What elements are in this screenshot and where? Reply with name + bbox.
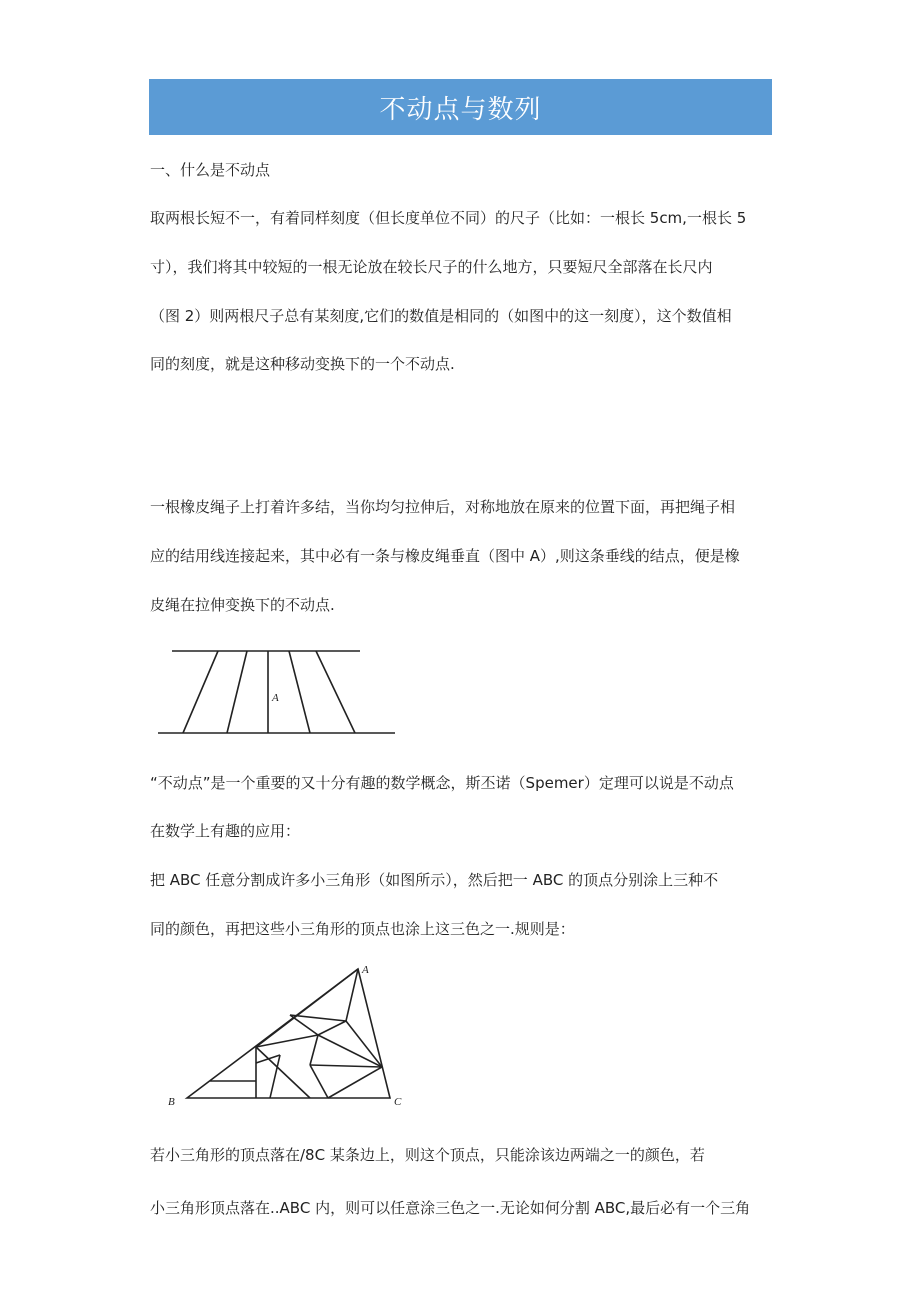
inner-line-4	[256, 1035, 318, 1047]
connector-line-1	[183, 651, 218, 733]
label-b: B	[168, 1096, 175, 1108]
paragraph1-line4: 同的刻度，就是这种移动变换下的一个不动点.	[150, 355, 455, 373]
paragraph5-line1: 若小三角形的顶点落在/8C 某条边上，则这个顶点，只能涂该边两端之一的颜色，若	[150, 1146, 705, 1164]
connector-line-2	[227, 651, 247, 733]
connector-line-4	[316, 651, 355, 733]
paragraph2-line1: 一根橡皮绳子上打着许多结，当你均匀拉伸后，对称地放在原来的位置下面，再把绳子相	[150, 498, 736, 516]
paragraph3-line1: “不动点”是一个重要的又十分有趣的数学概念，斯丕诺（Spemer）定理可以说是不动点	[150, 774, 734, 792]
inner-line-11	[310, 1035, 318, 1065]
rubber-band-figure	[150, 640, 400, 740]
paragraph2-line3: 皮绳在拉伸变换下的不动点.	[150, 596, 335, 614]
inner-line-8	[318, 1021, 346, 1035]
section-heading: 一、什么是不动点	[150, 161, 271, 179]
paragraph5-line2: 小三角形顶点落在..ABC 内，则可以任意涂三色之一.无论如何分割 ABC,最后必有一个三角	[150, 1199, 751, 1217]
paragraph1-line2: 寸），我们将其中较短的一根无论放在较长尺子的什么地方，只要短尺全部落在长尺内	[150, 258, 713, 276]
paragraph1-line1: 取两根长短不一，有着同样刻度（但长度单位不同）的尺子（比如：一根长 5cm,一根长 5	[150, 209, 747, 227]
paragraph1-line3: （图 2）则两根尺子总有某刻度,它们的数值是相同的（如图中的这一刻度），这个数值相	[150, 307, 732, 325]
label-a: A	[272, 692, 279, 704]
paragraph4-line2: 同的颜色，再把这些小三角形的顶点也涂上这三色之一.规则是：	[150, 920, 575, 938]
inner-line-14	[328, 1067, 382, 1098]
inner-line-9	[318, 1035, 382, 1067]
label-c: C	[394, 1096, 402, 1108]
inner-line-13	[310, 1065, 328, 1098]
triangle-figure	[150, 955, 410, 1115]
title-banner	[149, 79, 772, 135]
inner-line-12	[310, 1065, 382, 1067]
paragraph4-line1: 把 ABC 任意分割成许多小三角形（如图所示），然后把一 ABC 的顶点分别涂上三种不	[150, 871, 719, 889]
inner-line-15	[256, 1055, 280, 1063]
paragraph2-line2: 应的结用线连接起来，其中必有一条与橡皮绳垂直（图中 A）,则这条垂线的结点，便是橡	[150, 547, 740, 565]
connector-line-3	[289, 651, 310, 733]
label-a: A	[362, 964, 369, 976]
inner-line-3	[256, 1047, 310, 1098]
paragraph3-line2: 在数学上有趣的应用：	[150, 822, 301, 840]
inner-line-1	[256, 969, 358, 1047]
page-title: 不动点与数列	[379, 94, 542, 125]
